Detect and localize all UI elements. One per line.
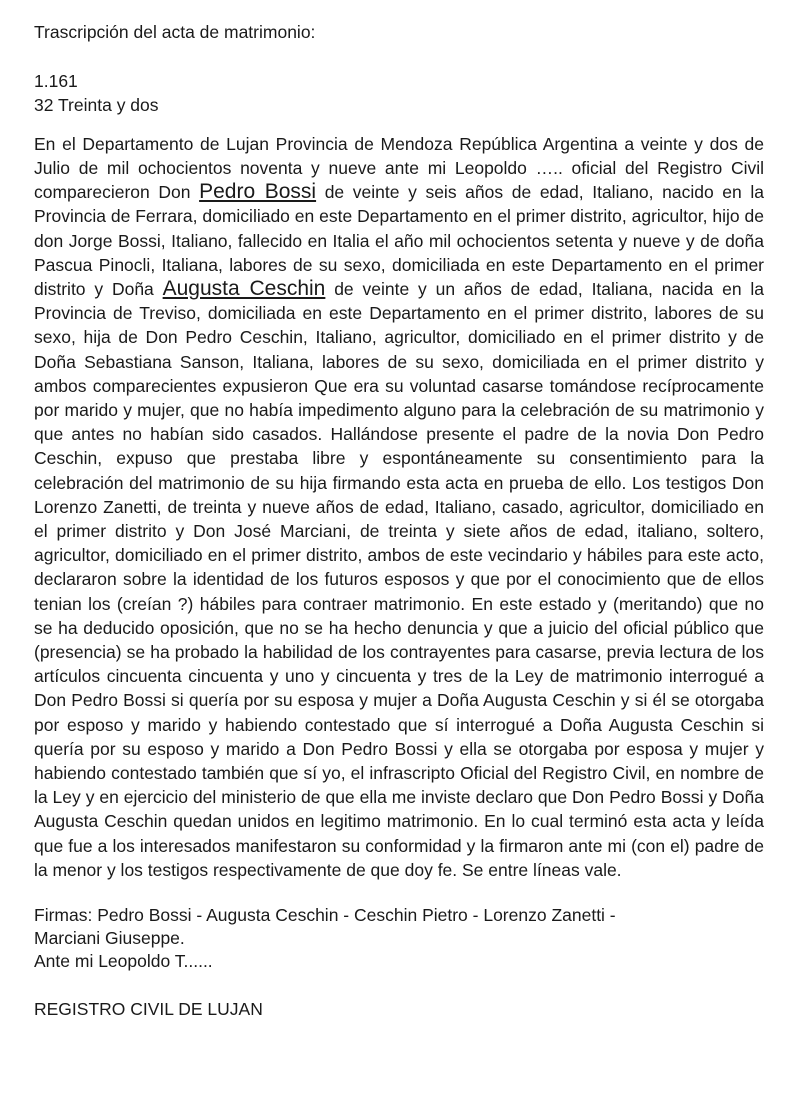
signatures-line-1: Firmas: Pedro Bossi - Augusta Ceschin - Ceschin Pietro - Lorenzo Zanetti - [34, 905, 616, 926]
signatures-block [34, 904, 764, 973]
registry-footer: REGISTRO CIVIL DE LUJAN [34, 999, 263, 1020]
bride-name: Augusta Ceschin [162, 277, 326, 300]
document-page [34, 20, 764, 1021]
body-part-3: de veinte y un años de edad, Italiana, nacida en la Provincia de Treviso, domiciliada en este Departamento en el primer distrito, labores de su sexo, hija de Don Pedro Ceschin, Italiano, agricultor, domiciliado en el primer distrito y de Doña Sebastiana Sanson, Italiana, labores de su sexo, domiciliada en el primer distrito y ambos comparecientes expusieron Que era su voluntad casarse tomándose recíprocamente por marido y mujer, que no había impedimento alguno para la celebración de su matrimonio y que antes no habían sido casados. Hallándose presente el padre de la novia Don Pedro Ceschin, expuso que prestaba libre y espontáneamente su consentimiento para la celebración del matrimonio de su hija firmando esta acta en prueba de ello. Los testigos Don Lorenzo Zanetti, de treinta y nueve años de edad, Italiano, casado, agricultor, domiciliado en el primer distrito y Don José Marciani, de treinta y siete años de edad, italiano, soltero, agricultor, domiciliado en el primer distrito, ambos de este vecindario y hábiles para este acto, declararon sobre la identidad de los futuros esposos y que por el conocimiento que de ellos tenian los (creían ?) hábiles para contraer matrimonio. En este estado y (meritando) que no se ha deducido oposición, que no se ha hecho denuncia y que a juicio del oficial público que (presencia) se ha probado la habilidad de los contrayentes para casarse, previa lectura de los artículos cincuenta cincuenta y uno y cincuenta y tres de la Ley de matrimonio interrogué a Don Pedro Bossi si quería por su esposa y mujer a Doña Augusta Ceschin y si él se otorgaba por esposo y marido y habiendo contestado que sí interrogué a Doña Augusta Ceschin si quería por su esposo y marido a Don Pedro Bossi y ella se otorgaba por esposa y mujer y habiendo contestado también que sí yo, el infrascripto Oficial del Registro Civil, en nombre de la Ley y en ejercicio del ministerio de que ella me inviste declaro que Don Pedro Bossi y Doña Augusta Ceschin quedan unidos en legitimo matrimonio. En lo cual terminó esta acta y leída que fue a los interesados manifestaron su conformidad y la firmaron ante mi (con el) padre de la menor y los testigos respectivamente de que doy fe. Se entre líneas vale. [34, 279, 765, 880]
document-heading: Trascripción del acta de matrimonio: [34, 22, 316, 42]
signatures-line-2: Marciani Giuseppe. [34, 928, 185, 949]
act-body-paragraph [34, 132, 764, 882]
page-number: 32 Treinta y dos [34, 95, 159, 116]
body-part-1: En el Departamento de Lujan Provincia de Mendoza República Argentina a veinte y dos de Julio de mil ochocientos noventa y nueve ante mi Leopoldo ….. oficial del Registro Civil comparecieron Don [34, 133, 764, 203]
act-numbers [34, 69, 764, 118]
groom-name: Pedro Bossi [199, 180, 317, 204]
body-part-2: de veinte y seis años de edad, Italiano, nacido en la Provincia de Ferrara, domiciliado en este Departamento en el primer distrito, agricultor, hijo de don Jorge Bossi, Italiano, fallecido en Italia el año mil ochocientos setenta y nueve y de doña Pascua Pinocli, Italiana, labores de su sexo, domiciliada en este Departamento en el primer distrito y Doña [34, 182, 765, 299]
act-number: 1.161 [34, 70, 78, 91]
signatures-line-3: Ante mi Leopoldo T...... [34, 951, 213, 972]
